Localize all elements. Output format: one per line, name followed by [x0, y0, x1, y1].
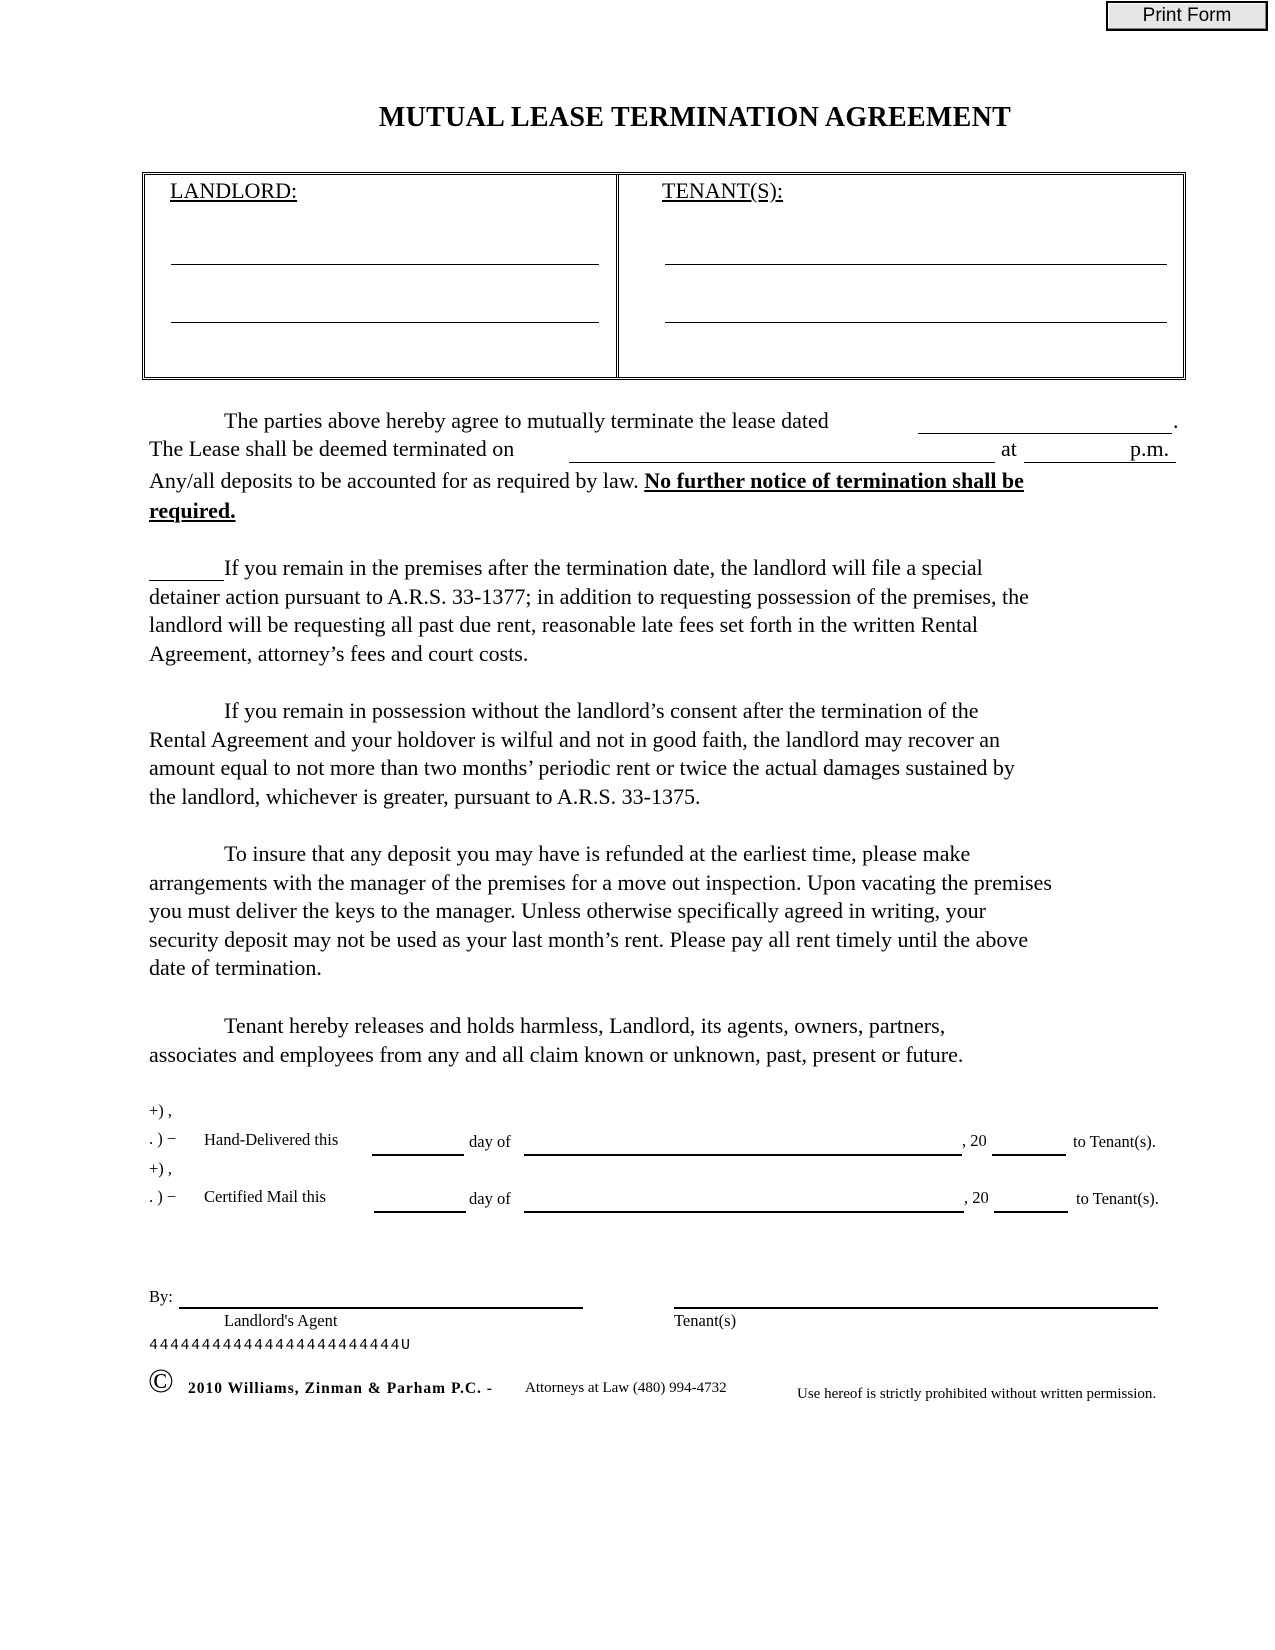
certified-mail-label: Certified Mail this [204, 1187, 326, 1206]
at-label: at [1001, 436, 1017, 461]
certified-mail-day-field[interactable] [374, 1211, 466, 1213]
checkbox-glyph-bottom-1[interactable]: . ) − [149, 1129, 177, 1148]
firm-name: 2010 Williams, Zinman & Parham P.C. - [188, 1380, 493, 1397]
landlord-name-field-2[interactable] [171, 322, 599, 323]
no-notice-text: No further notice of termination shall be [644, 468, 1024, 493]
checkbox-glyph-bottom-2[interactable]: . ) − [149, 1187, 177, 1206]
tenant-signature-label: Tenant(s) [674, 1311, 737, 1330]
checkbox-glyph-top-1: +) , [149, 1101, 173, 1120]
para1-period: . [1173, 408, 1179, 433]
hand-delivered-day-of: day of [469, 1132, 511, 1151]
hand-delivered-year-field[interactable] [992, 1154, 1066, 1156]
landlord-agent-label: Landlord's Agent [224, 1311, 338, 1330]
usage-notice: Use hereof is strictly prohibited without written permission. [797, 1386, 1157, 1402]
document-title: MUTUAL LEASE TERMINATION AGREEMENT [378, 102, 1012, 133]
tenant-label: TENANT(S): [662, 178, 783, 203]
parties-divider [616, 174, 619, 378]
tenant-signature-field[interactable] [674, 1307, 1158, 1309]
code-line: 444444444444444444444444U [149, 1337, 412, 1354]
para1-line3: Any/all deposits to be accounted for as required by law. No further notice of termination shall be [149, 468, 1024, 493]
hand-delivered-day-field[interactable] [372, 1154, 464, 1156]
para1-line1: The parties above hereby agree to mutually terminate the lease dated [224, 408, 829, 433]
certified-mail-year-field[interactable] [994, 1211, 1068, 1213]
pm-label: p.m. [1130, 436, 1170, 461]
hand-delivered-to-tenants: to Tenant(s). [1073, 1132, 1156, 1151]
para1-line4: required. [149, 498, 236, 523]
print-form-button[interactable]: Print Form [1106, 1, 1268, 31]
certified-mail-to-tenants: to Tenant(s). [1076, 1189, 1159, 1208]
landlord-agent-signature-field[interactable] [179, 1307, 583, 1309]
hand-delivered-month-field[interactable] [524, 1154, 962, 1156]
para4: To insure that any deposit you may have is refunded at the earliest time, please make arrangements with the manager of the premises for a move out inspection. Upon vacating the premises you must deliver the keys to the manager. Unless otherwise specifically agreed in writing, your security deposit may not be used as your last month’s rent. Please pay all rent timely until the above date of termination. [149, 841, 1052, 980]
attorneys-line: Attorneys at Law (480) 994-4732 [525, 1380, 727, 1396]
hand-delivered-year-prefix: , 20 [962, 1131, 987, 1150]
para3: If you remain in possession without the landlord’s consent after the termination of the Rental Agreement and your holdover is wilful and not in good faith, the landlord may recover an amount equal to not more than two months’ periodic rent or twice the actual damages sustained by the landlord, whichever is greater, pursuant to A.R.S. 33-1375. [149, 698, 1015, 809]
certified-mail-day-of: day of [469, 1189, 511, 1208]
tenant-name-field-1[interactable] [665, 264, 1167, 265]
certified-mail-year-prefix: , 20 [964, 1188, 989, 1207]
termination-date-field[interactable] [569, 462, 995, 463]
checkbox-glyph-top-2: +) , [149, 1159, 173, 1178]
by-label: By: [149, 1287, 173, 1306]
lease-date-field[interactable] [918, 433, 1172, 434]
landlord-label: LANDLORD: [170, 178, 298, 203]
para2: If you remain in the premises after the termination date, the landlord will file a special detainer action pursuant to A.R.S. 33-1377; in addition to requesting possession of the premises, the landlord will be requesting all past due rent, reasonable late fees set forth in the written Rental Agreement, attorney’s fees and court costs. [149, 555, 1029, 666]
hand-delivered-label: Hand-Delivered this [204, 1130, 339, 1149]
para1-line2: The Lease shall be deemed terminated on [149, 436, 515, 461]
landlord-name-field-1[interactable] [171, 264, 599, 265]
tenant-name-field-2[interactable] [665, 322, 1167, 323]
certified-mail-month-field[interactable] [524, 1211, 964, 1213]
copyright-icon: © [148, 1363, 174, 1400]
para5: Tenant hereby releases and holds harmless, Landlord, its agents, owners, partners, associates and employees from any and all claim known or unknown, past, present or future. [149, 1013, 964, 1067]
